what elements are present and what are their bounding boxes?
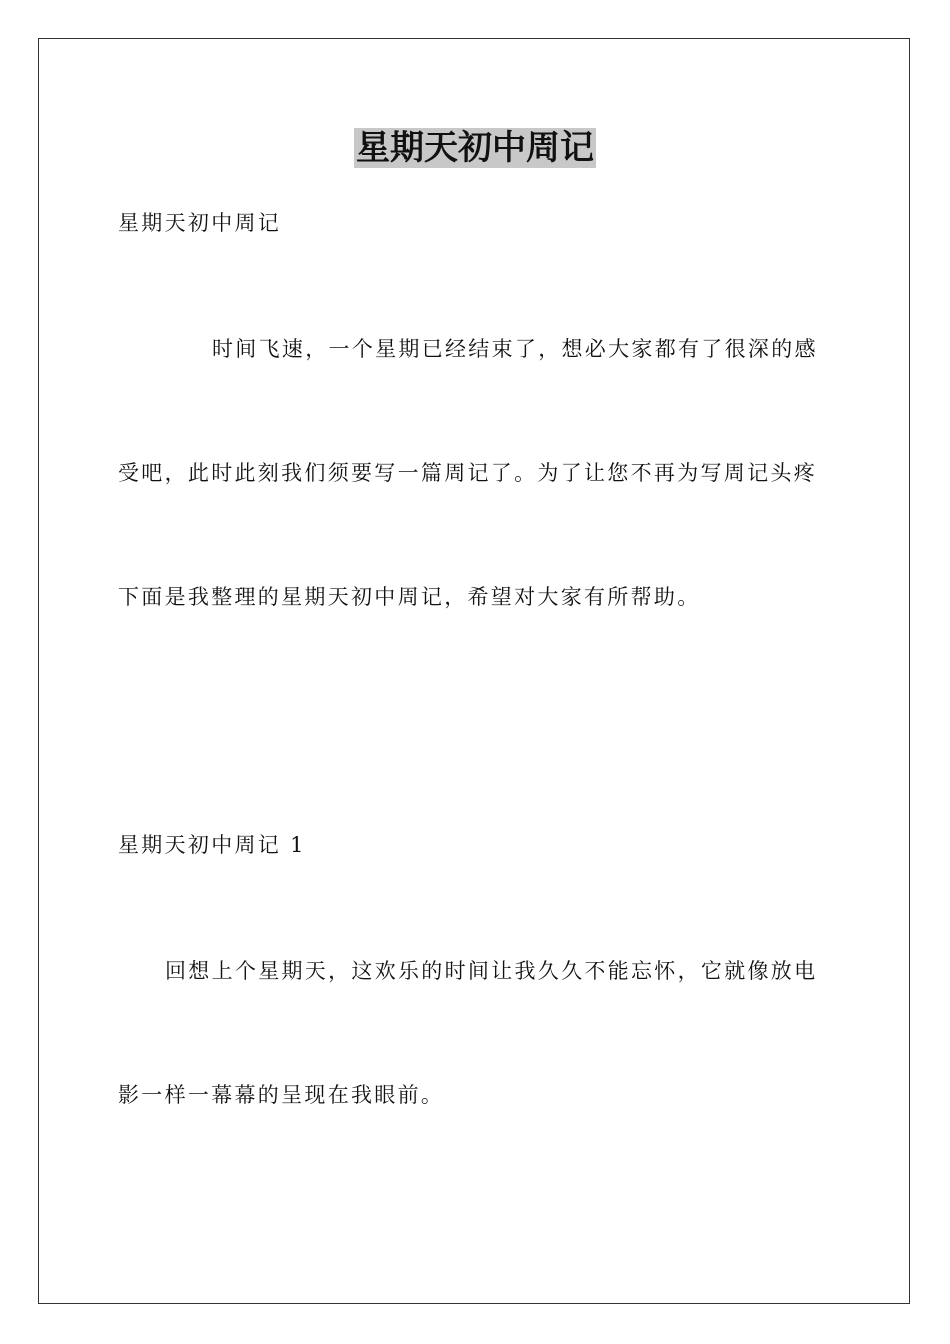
section-1-line-1: 回想上个星期天，这欢乐的时间让我久久不能忘怀，它就像放电 bbox=[165, 959, 818, 983]
document-title-text: 星期天初中周记 bbox=[356, 128, 594, 168]
document-title bbox=[0, 124, 950, 172]
intro-line-2: 受吧，此时此刻我们须要写一篇周记了。为了让您不再为写周记头疼 bbox=[118, 461, 817, 485]
section-1-heading: 星期天初中周记 1 bbox=[118, 833, 306, 857]
section-1-line-2: 影一样一幕幕的呈现在我眼前。 bbox=[118, 1083, 445, 1107]
document-subtitle: 星期天初中周记 bbox=[118, 211, 282, 235]
intro-line-3: 下面是我整理的星期天初中周记，希望对大家有所帮助。 bbox=[118, 585, 701, 609]
intro-line-1: 时间飞速，一个星期已经结束了，想必大家都有了很深的感 bbox=[212, 337, 818, 361]
